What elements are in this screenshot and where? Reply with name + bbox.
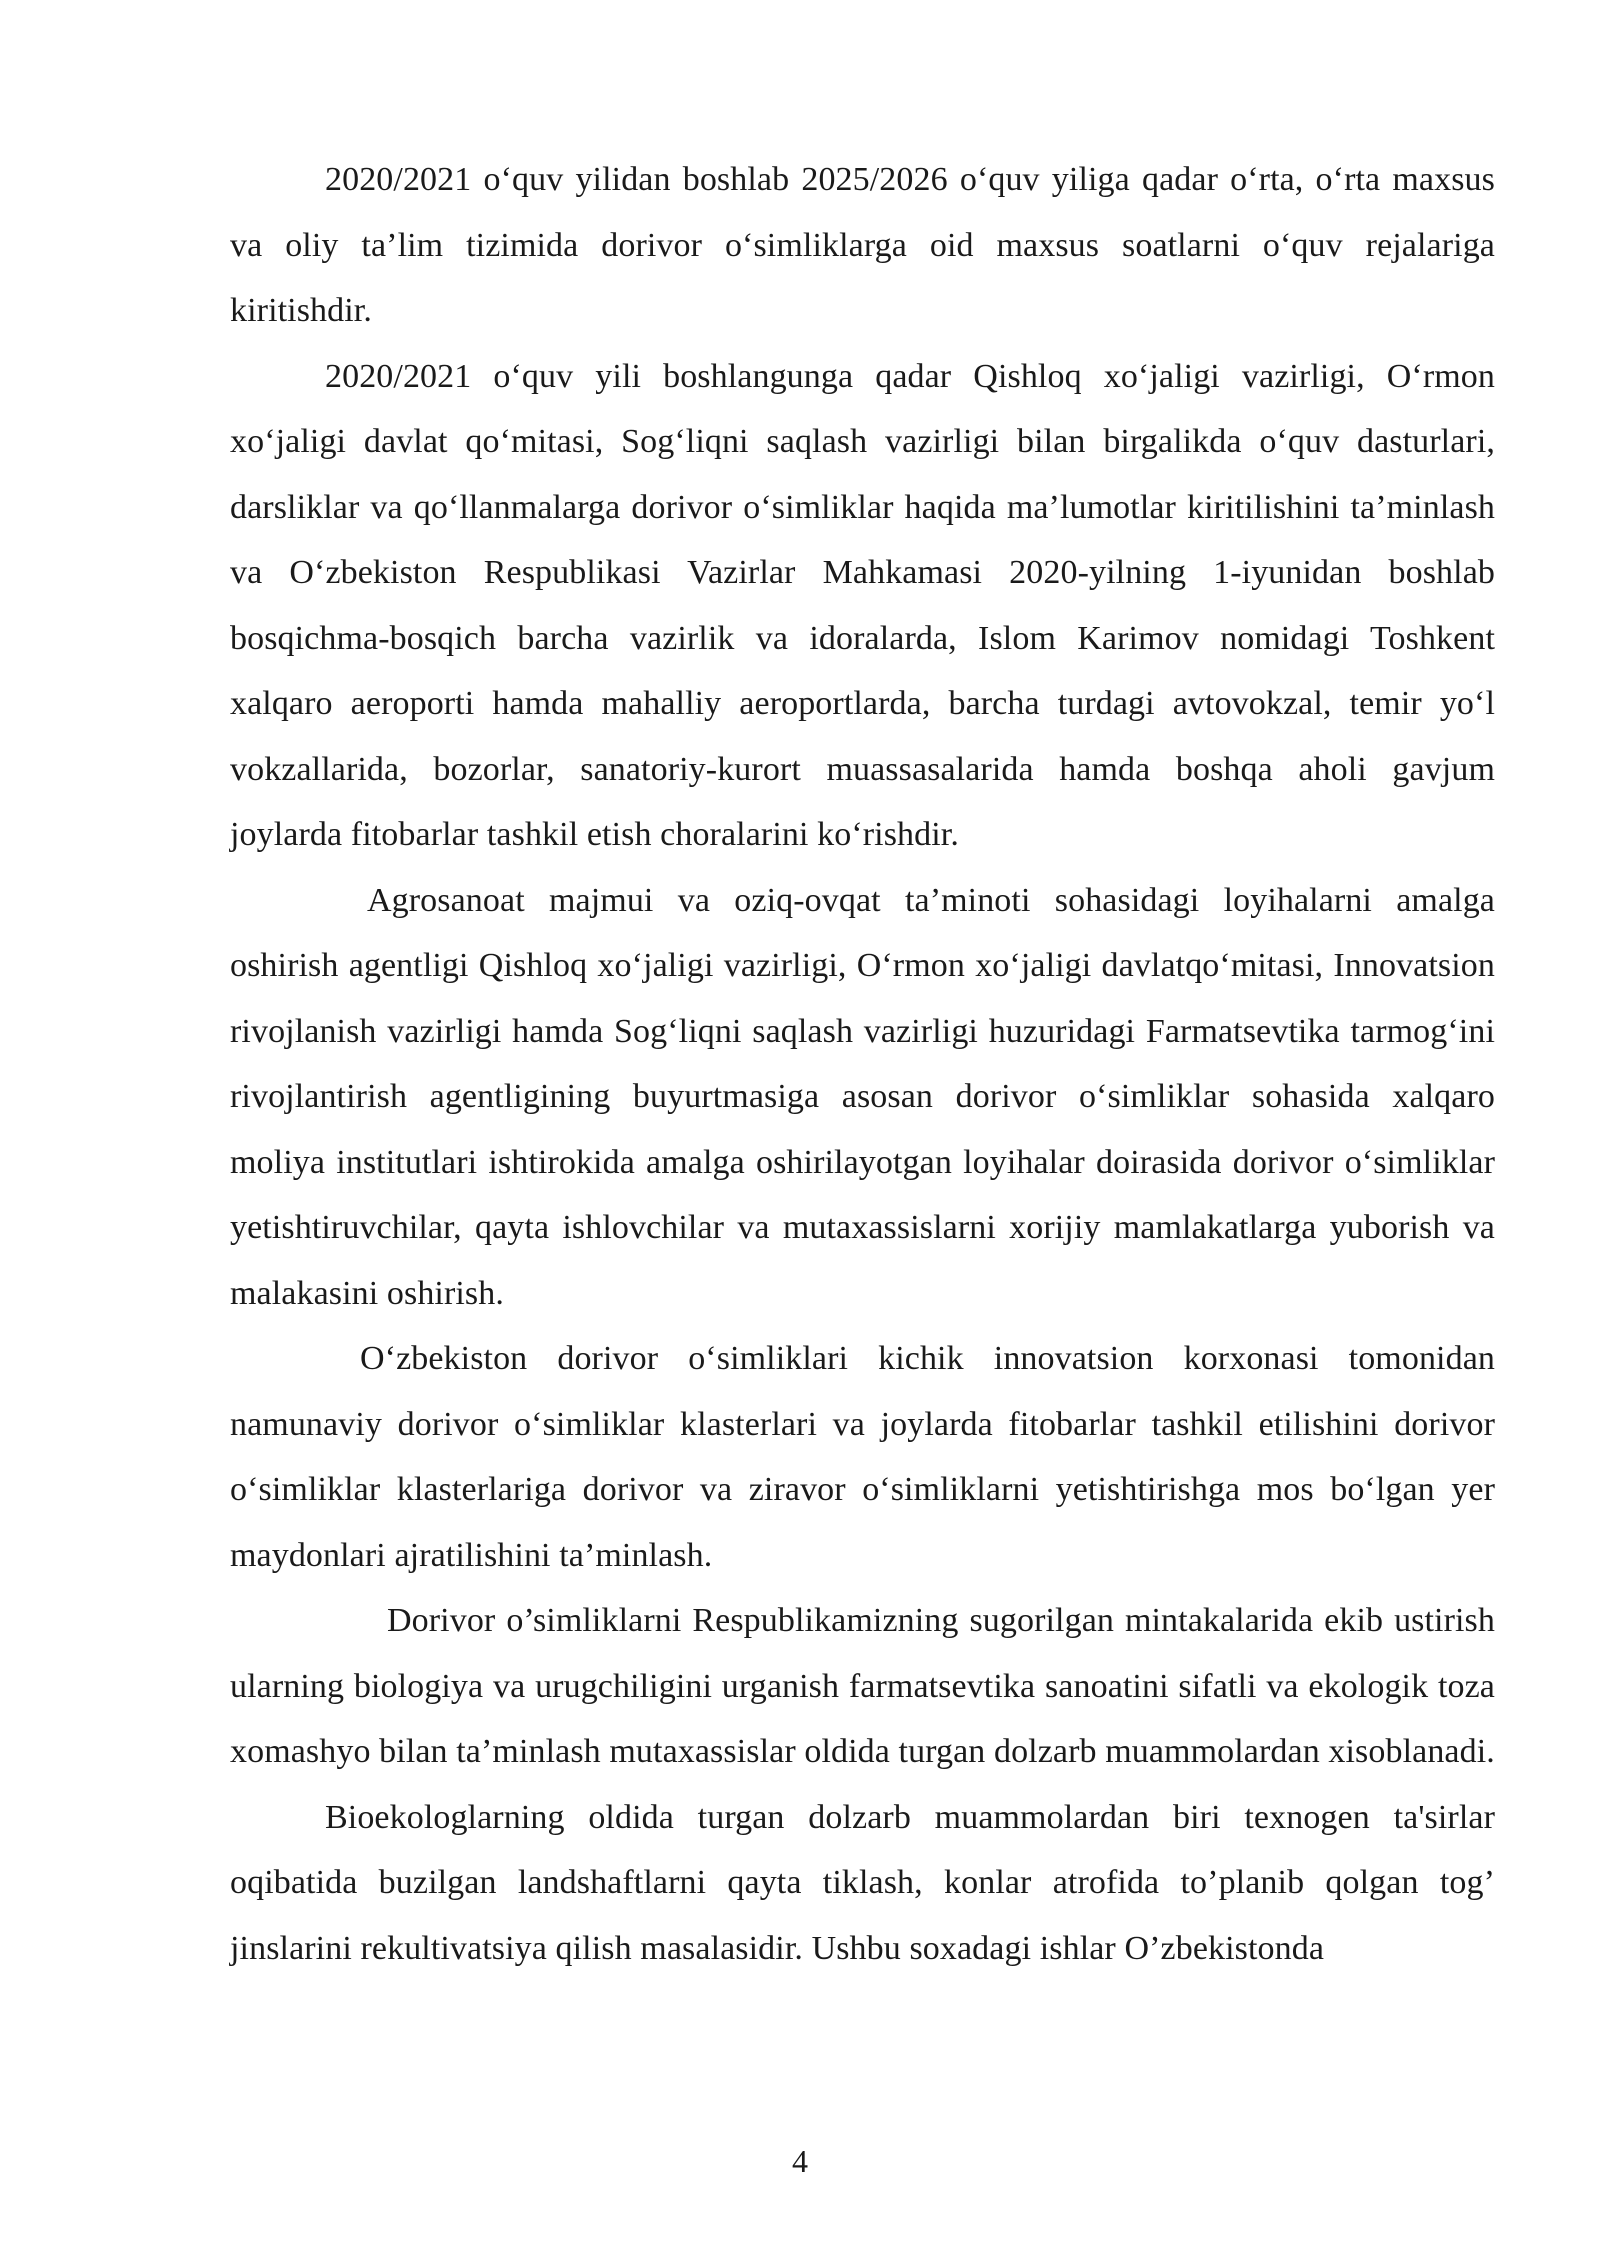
page-number: 4 [792, 2143, 808, 2179]
paragraph-1: 2020/2021 o‘quv yilidan boshlab 2025/2026 o‘quv yiliga qadar o‘rta, o‘rta maxsus va oliy ta’lim tizimida dorivor o‘simliklarga oid maxsus soatlarni o‘quv rejalariga kiritishdir. [230, 161, 1495, 329]
paragraph-4: O‘zbekiston dorivor o‘simliklari kichik innovatsion korxonasi tomonidan namunaviy dorivor o‘simliklar klasterlari va joylarda fitobarlar tashkil etilishini dorivor o‘simliklar klasterlariga dorivor va ziravor o‘simliklarni yetishtirishga mos bo‘lgan yer maydonlari ajratilishini ta’minlash. [230, 1340, 1495, 1574]
paragraph-2: 2020/2021 o‘quv yili boshlangunga qadar Qishloq xo‘jaligi vazirligi, O‘rmon xo‘jaligi davlat qo‘mitasi, Sog‘liqni saqlash vazirligi bilan birgalikda o‘quv dasturlari, darsliklar va qo‘llanmalarga dorivor o‘simliklar haqida ma’lumotlar kiritilishini ta’minlash va O‘zbekiston Respublikasi Vazirlar Mahkamasi 2020-yilning 1-iyunidan boshlab bosqichma-bosqich barcha vazirlik va idoralarda, Islom Karimov nomidagi Toshkent xalqaro aeroporti hamda mahalliy aeroportlarda, barcha turdagi avtovokzal, temir yo‘l vokzallarida, bozorlar, sanatoriy-kurort muassasalarida hamda boshqa aholi gavjum joylarda fitobarlar tashkil etish choralarini ko‘rishdir. [230, 357, 1495, 853]
document-body [230, 147, 1495, 1981]
paragraph-3: Agrosanoat majmui va oziq-ovqat ta’minoti sohasidagi loyihalarni amalga oshirish agentligi Qishloq xo‘jaligi vazirligi, O‘rmon xo‘jaligi davlatqo‘mitasi, Innovatsion rivojlanish vazirligi hamda Sog‘liqni saqlash vazirligi huzuridagi Farmatsevtika tarmog‘ini rivojlantirish agentligining buyurtmasiga asosan dorivor o‘simliklar sohasida xalqaro moliya institutlari ishtirokida amalga oshirilayotgan loyihalar doirasida dorivor o‘simliklar yetishtiruvchilar, qayta ishlovchilar va mutaxassislarni xorijiy mamlakatlarga yuborish va malakasini oshirish. [230, 881, 1495, 1312]
paragraph-5: Dorivor o’simliklarni Respublikamizning sugorilgan mintakalarida ekib ustirish ularning biologiya va urugchiligini urganish farmatsevtika sanoatini sifatli va ekologik toza xomashyo bilan ta’minlash mutaxassislar oldida turgan dolzarb muammolardan xisoblanadi. [230, 1602, 1495, 1770]
paragraph-6: Bioekologlarning oldida turgan dolzarb muammolardan biri texnogen ta'sirlar oqibatida buzilgan landshaftlarni qayta tiklash, konlar atrofida to’planib qolgan tog’ jinslarini rekultivatsiya qilish masalasidir. Ushbu soxadagi ishlar O’zbekistonda [230, 1798, 1495, 1967]
